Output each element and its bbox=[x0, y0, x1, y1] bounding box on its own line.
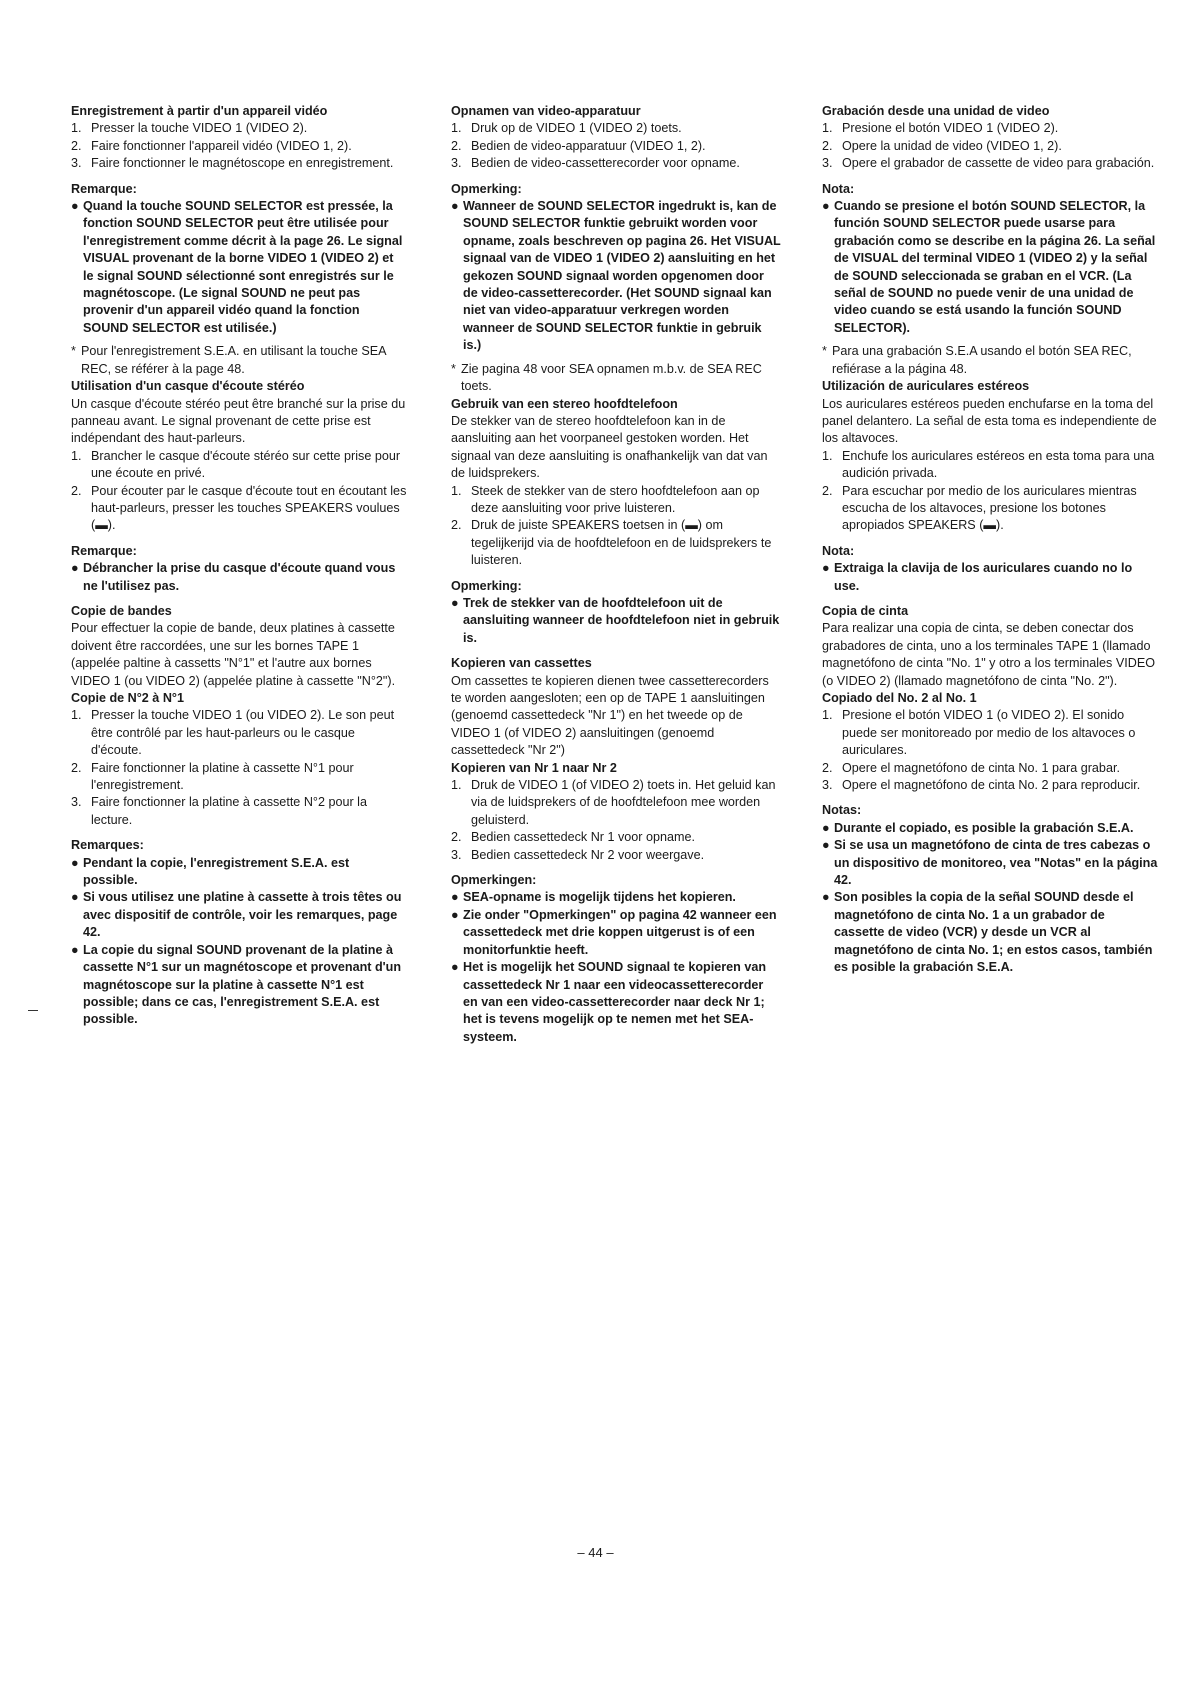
column-french bbox=[71, 103, 407, 1029]
list-item bbox=[822, 777, 1158, 794]
list-item bbox=[71, 794, 407, 829]
list-item bbox=[71, 448, 407, 483]
bullet-item-text: Extraiga la clavija de los auriculares cuando no lo use. bbox=[834, 561, 1133, 593]
bullet-item-text: La copie du signal SOUND provenant de la platine à cassette N°1 sur un magnétoscope et provenant d'un magnétoscope sur la platine à cassette N°1 est possible; dans ce cas, l'enregistrement S.E.A. est possible. bbox=[83, 942, 402, 1027]
bullet-item bbox=[822, 560, 1158, 595]
list-item bbox=[822, 707, 1158, 759]
bullet-item bbox=[822, 837, 1158, 889]
list-number: 1. bbox=[822, 121, 833, 136]
bullet-item bbox=[451, 198, 781, 355]
list-number: 1. bbox=[822, 448, 833, 463]
bullet-icon: ● bbox=[822, 199, 830, 214]
bullet-icon: ● bbox=[71, 890, 79, 905]
section-heading: Utilisation d'un casque d'écoute stéréo bbox=[71, 379, 305, 394]
bullet-item-text: SEA-opname is mogelijk tijdens het kopieren. bbox=[463, 890, 736, 905]
list-item-text: Opere el magnetófono de cinta No. 1 para grabar. bbox=[842, 760, 1120, 775]
bullet-item bbox=[822, 820, 1158, 837]
list-number: 2. bbox=[451, 138, 462, 153]
bullet-list bbox=[451, 595, 781, 647]
bullet-item-text: Cuando se presione el botón SOUND SELECTOR, la función SOUND SELECTOR puede usarse para grabación como se describe en la página 26. La señal de VISUAL del terminal VIDEO 1 (VIDEO 2) y la señal de SOUND seleccionada se graban en el VCR. (La señal de SOUND no puede venir de una unidad de video cuando se está usando la función SOUND SELECTOR). bbox=[834, 199, 1156, 335]
bullet-item-text: Het is mogelijk het SOUND signaal te kopieren van cassettedeck Nr 1 naar een videocassetterecorder en van een video-cassetterecorder naar deck Nr 1; het is tevens mogelijk op te nemen met het SEA-systeem. bbox=[463, 960, 767, 1044]
numbered-list bbox=[822, 120, 1158, 172]
bullet-item-text: Si vous utilisez une platine à cassette à trois têtes ou avec dispositif de contrôle, voir les remarques, page 42. bbox=[83, 890, 402, 940]
bullet-icon: ● bbox=[822, 820, 830, 835]
list-number: 2. bbox=[822, 483, 833, 498]
list-item bbox=[451, 155, 781, 172]
list-number: 2. bbox=[822, 138, 833, 153]
bullet-item-text: Quand la touche SOUND SELECTOR est pressée, la fonction SOUND SELECTOR peut être utilisée pour l'enregistrement comme décrit à la page 26. Le signal VISUAL provenant de la borne VIDEO 1 (VIDEO 2) et le signal SOUND sélectionné sont enregistrés sur le magnétoscope. (Le signal SOUND ne peut pas provenir d'un appareil vidéo quand la fonction SOUND SELECTOR est utilisée.) bbox=[83, 199, 403, 335]
list-number: 2. bbox=[451, 518, 462, 533]
list-number: 1. bbox=[451, 121, 462, 136]
bullet-item-text: Son posibles la copia de la señal SOUND desde el magnetófono de cinta No. 1 a un grabador de cassette de video (VCR) y desde un VCR al magnetófono de cinta No. 1; en estos casos, también es posible la grabación S.E.A. bbox=[834, 890, 1153, 975]
bullet-item bbox=[451, 959, 781, 1046]
section-heading: Opmerking: bbox=[451, 181, 522, 196]
list-item-text: Presser la touche VIDEO 1 (VIDEO 2). bbox=[91, 121, 308, 136]
list-item bbox=[71, 120, 407, 137]
list-item bbox=[451, 138, 781, 155]
bullet-item bbox=[822, 889, 1158, 976]
section-heading: Copie de N°2 à N°1 bbox=[71, 691, 184, 705]
list-item-text: Opere la unidad de video (VIDEO 1, 2). bbox=[842, 138, 1062, 153]
list-number: 3. bbox=[71, 795, 82, 810]
list-item-text: Faire fonctionner l'appareil vidéo (VIDEO 1, 2). bbox=[91, 138, 352, 153]
bullet-item-text: Wanneer de SOUND SELECTOR ingedrukt is, kan de SOUND SELECTOR funktie gebruikt worden voor opname, zoals beschreven op pagina 26. Het VISUAL signaal van de VIDEO 1 (VIDEO 2) aansluiting en het gekozen SOUND signaal worden opgenomen door de video-cassetterecorder. (Het SOUND signaal kan niet van video-apparatuur verkregen worden wanneer de SOUND SELECTOR funktie in gebruik is.) bbox=[463, 199, 781, 353]
list-item-text: Presione el botón VIDEO 1 (VIDEO 2). bbox=[842, 121, 1059, 136]
numbered-list bbox=[71, 448, 407, 535]
paragraph: Pour effectuer la copie de bande, deux platines à cassette doivent être raccordées, une sur les bornes TAPE 1 (appelée paltine à cassetts "N°1" et l'autre aux bornes VIDEO 1 (ou VIDEO 2) (appelée platine à cassette "N°2"). bbox=[71, 621, 396, 688]
bullet-icon: ● bbox=[71, 942, 79, 957]
list-number: 3. bbox=[71, 156, 82, 171]
asterisk-icon: * bbox=[451, 361, 456, 376]
list-item-text: Faire fonctionner la platine à cassette N°1 pour l'enregistrement. bbox=[91, 760, 354, 793]
bullet-icon: ● bbox=[71, 855, 79, 870]
list-item-text: Para escuchar por medio de los auriculares mientras escucha de los altavoces, presione los botones apropiados SPEAKERS (▬). bbox=[842, 483, 1137, 533]
list-item bbox=[451, 777, 781, 829]
list-item bbox=[71, 760, 407, 795]
bullet-item bbox=[71, 198, 407, 337]
bullet-list bbox=[71, 855, 407, 1029]
bullet-icon: ● bbox=[822, 561, 830, 576]
list-item-text: Opere el magnetófono de cinta No. 2 para reproducir. bbox=[842, 778, 1141, 793]
column-spanish bbox=[822, 103, 1158, 977]
section-heading: Gebruik van een stereo hoofdtelefoon bbox=[451, 396, 678, 411]
list-number: 1. bbox=[822, 708, 833, 723]
column-dutch bbox=[451, 103, 781, 1046]
footnote bbox=[822, 343, 1158, 378]
bullet-item bbox=[71, 855, 407, 890]
list-item bbox=[451, 483, 781, 518]
section-heading: Enregistrement à partir d'un appareil vidéo bbox=[71, 104, 328, 118]
page-number: – 44 – bbox=[577, 1545, 614, 1560]
bullet-icon: ● bbox=[451, 960, 459, 975]
section-heading: Utilización de auriculares estéreos bbox=[822, 379, 1030, 394]
list-item-text: Opere el grabador de cassette de video para grabación. bbox=[842, 156, 1155, 171]
section-heading: Copiado del No. 2 al No. 1 bbox=[822, 691, 977, 705]
list-item-text: Faire fonctionner le magnétoscope en enregistrement. bbox=[91, 156, 394, 171]
section-heading: Remarque: bbox=[71, 543, 137, 558]
list-item-text: Presser la touche VIDEO 1 (ou VIDEO 2). Le son peut être contrôlé par les haut-parleurs ou le casque d'écoute. bbox=[91, 708, 395, 758]
list-item-text: Bedien cassettedeck Nr 2 voor weergave. bbox=[471, 847, 705, 862]
section-heading: Kopieren van cassettes bbox=[451, 656, 592, 671]
list-item-text: Pour écouter par le casque d'écoute tout en écoutant les haut-parleurs, presser les touches SPEAKERS voulues (▬). bbox=[91, 483, 407, 533]
bullet-item-text: Trek de stekker van de hoofdtelefoon uit de aansluiting wanneer de hoofdtelefoon niet in gebruik is. bbox=[463, 595, 780, 645]
numbered-list bbox=[822, 448, 1158, 535]
numbered-list bbox=[71, 120, 407, 172]
list-number: 2. bbox=[451, 830, 462, 845]
bullet-icon: ● bbox=[451, 907, 459, 922]
bullet-item-text: Si se usa un magnetófono de cinta de tres cabezas o un dispositivo de monitoreo, vea "Notas" en la página 42. bbox=[834, 838, 1158, 888]
paragraph: Los auriculares estéreos pueden enchufarse en la toma del panel delantero. La señal de esta toma es independiente de los altavoces. bbox=[822, 396, 1157, 446]
list-number: 2. bbox=[822, 760, 833, 775]
list-number: 1. bbox=[71, 448, 82, 463]
bullet-item bbox=[71, 942, 407, 1029]
bullet-icon: ● bbox=[71, 561, 79, 576]
bullet-item bbox=[451, 595, 781, 647]
list-item bbox=[71, 707, 407, 759]
bullet-item-text: Zie onder "Opmerkingen" op pagina 42 wanneer een cassettedeck met drie koppen uitgerust is of een monitorfunktie heeft. bbox=[463, 907, 777, 957]
list-number: 3. bbox=[451, 847, 462, 862]
footnote bbox=[451, 361, 781, 396]
list-item-text: Faire fonctionner la platine à cassette N°2 pour la lecture. bbox=[91, 795, 367, 827]
margin-mark bbox=[28, 1010, 38, 1011]
list-item bbox=[451, 517, 781, 569]
bullet-item-text: Pendant la copie, l'enregistrement S.E.A. est possible. bbox=[83, 855, 350, 888]
asterisk-icon: * bbox=[71, 344, 76, 359]
paragraph: Om cassettes te kopieren dienen twee cassetterecorders te worden aangesloten; een op de TAPE 1 aansluitingen (genoemd cassettedeck "Nr 1") en het tweede op de VIDEO 1 (of VIDEO 2) aansluitingen (genoemd cassettedeck "Nr 2") bbox=[451, 673, 769, 758]
paragraph: De stekker van de stereo hoofdtelefoon kan in de aansluiting aan het voorpaneel gestoken worden. Het signaal van deze aansluiting is onafhankelijk van dat van de luidsprekers. bbox=[451, 413, 768, 481]
section-heading: Remarque: bbox=[71, 181, 137, 196]
bullet-list bbox=[822, 198, 1158, 337]
list-item bbox=[822, 448, 1158, 483]
footnote bbox=[71, 343, 407, 378]
section-heading: Opmerking: bbox=[451, 578, 522, 593]
list-item bbox=[71, 155, 407, 172]
list-number: 2. bbox=[71, 760, 82, 775]
list-number: 2. bbox=[71, 483, 82, 498]
section-heading: Copie de bandes bbox=[71, 603, 172, 618]
bullet-icon: ● bbox=[451, 890, 459, 905]
list-item-text: Bedien cassettedeck Nr 1 voor opname. bbox=[471, 830, 696, 845]
list-item bbox=[822, 120, 1158, 137]
list-item bbox=[451, 120, 781, 137]
section-heading: Copia de cinta bbox=[822, 603, 909, 618]
list-item-text: Druk de juiste SPEAKERS toetsen in (▬) om tegelijkerijd via de hoofdtelefoon en de luidsprekers te luisteren. bbox=[471, 518, 772, 568]
footnote-text: Para una grabación S.E.A usando el botón SEA REC, refiérase a la página 48. bbox=[832, 344, 1132, 376]
section-heading: Opmerkingen: bbox=[451, 873, 537, 888]
numbered-list bbox=[451, 120, 781, 172]
list-item bbox=[451, 847, 781, 864]
bullet-list bbox=[822, 560, 1158, 595]
bullet-item-text: Durante el copiado, es posible la grabación S.E.A. bbox=[834, 820, 1134, 835]
list-item bbox=[451, 829, 781, 846]
section-heading: Grabación desde una unidad de video bbox=[822, 104, 1050, 118]
section-heading: Nota: bbox=[822, 543, 855, 558]
bullet-icon: ● bbox=[451, 595, 459, 610]
bullet-icon: ● bbox=[822, 890, 830, 905]
list-item bbox=[822, 155, 1158, 172]
bullet-list bbox=[822, 820, 1158, 977]
bullet-list bbox=[71, 198, 407, 337]
bullet-item bbox=[71, 889, 407, 941]
numbered-list bbox=[451, 483, 781, 570]
bullet-item bbox=[71, 560, 407, 595]
bullet-item bbox=[451, 889, 781, 906]
list-item bbox=[71, 138, 407, 155]
footnote-text: Zie pagina 48 voor SEA opnamen m.b.v. de SEA REC toets. bbox=[461, 361, 762, 394]
list-item-text: Druk de VIDEO 1 (of VIDEO 2) toets in. Het geluid kan via de luidsprekers of de hoofdtelefoon mee worden geluisterd. bbox=[471, 778, 776, 827]
paragraph: Un casque d'écoute stéréo peut être branché sur la prise du panneau avant. Le signal provenant de cette prise est indépendant des haut-parleurs. bbox=[71, 396, 406, 446]
numbered-list bbox=[822, 707, 1158, 794]
bullet-icon: ● bbox=[822, 838, 830, 853]
footnote-text: Pour l'enregistrement S.E.A. en utilisant la touche SEA REC, se référer à la page 48. bbox=[81, 344, 386, 376]
section-heading: Notas: bbox=[822, 803, 862, 818]
numbered-list bbox=[71, 707, 407, 829]
section-heading: Kopieren van Nr 1 naar Nr 2 bbox=[451, 760, 617, 775]
section-heading: Remarques: bbox=[71, 838, 144, 853]
list-item-text: Brancher le casque d'écoute stéréo sur cette prise pour une écoute en privé. bbox=[91, 448, 401, 481]
list-item-text: Bedien de video-apparatuur (VIDEO 1, 2). bbox=[471, 138, 706, 153]
bullet-list bbox=[451, 889, 781, 1046]
section-heading: Nota: bbox=[822, 181, 855, 196]
list-item bbox=[71, 483, 407, 535]
bullet-list bbox=[71, 560, 407, 595]
bullet-icon: ● bbox=[451, 199, 459, 214]
list-item-text: Steek de stekker van de stero hoofdtelefoon aan op deze aansluiting voor prive luisteren. bbox=[471, 483, 760, 515]
list-item-text: Bedien de video-cassetterecorder voor opname. bbox=[471, 156, 740, 171]
list-item-text: Druk op de VIDEO 1 (VIDEO 2) toets. bbox=[471, 121, 682, 136]
bullet-item-text: Débrancher la prise du casque d'écoute quand vous ne l'utilisez pas. bbox=[83, 561, 396, 593]
bullet-icon: ● bbox=[71, 199, 79, 214]
list-item bbox=[822, 138, 1158, 155]
list-number: 3. bbox=[822, 778, 833, 793]
list-item-text: Enchufe los auriculares estéreos en esta toma para una audición privada. bbox=[842, 448, 1155, 481]
list-item bbox=[822, 483, 1158, 535]
bullet-item bbox=[822, 198, 1158, 337]
bullet-list bbox=[451, 198, 781, 355]
list-item-text: Presione el botón VIDEO 1 (o VIDEO 2). El sonido puede ser monitoreado por medio de los altavoces o auriculares. bbox=[842, 708, 1136, 758]
list-number: 1. bbox=[451, 483, 462, 498]
list-item bbox=[822, 760, 1158, 777]
asterisk-icon: * bbox=[822, 344, 827, 359]
list-number: 3. bbox=[451, 156, 462, 171]
paragraph: Para realizar una copia de cinta, se deben conectar dos grabadores de cinta, uno a los terminales TAPE 1 (llamado magnetófono de cinta "No. 1" y otro a los terminales VIDEO (o VIDEO 2) (llamado magnetófono de cinta "No. 2"). bbox=[822, 621, 1156, 688]
list-number: 1. bbox=[71, 121, 82, 136]
numbered-list bbox=[451, 777, 781, 864]
list-number: 3. bbox=[822, 156, 833, 171]
list-number: 1. bbox=[71, 708, 82, 723]
section-heading: Opnamen van video-apparatuur bbox=[451, 104, 641, 118]
bullet-item bbox=[451, 907, 781, 959]
list-number: 2. bbox=[71, 138, 82, 153]
list-number: 1. bbox=[451, 778, 462, 793]
